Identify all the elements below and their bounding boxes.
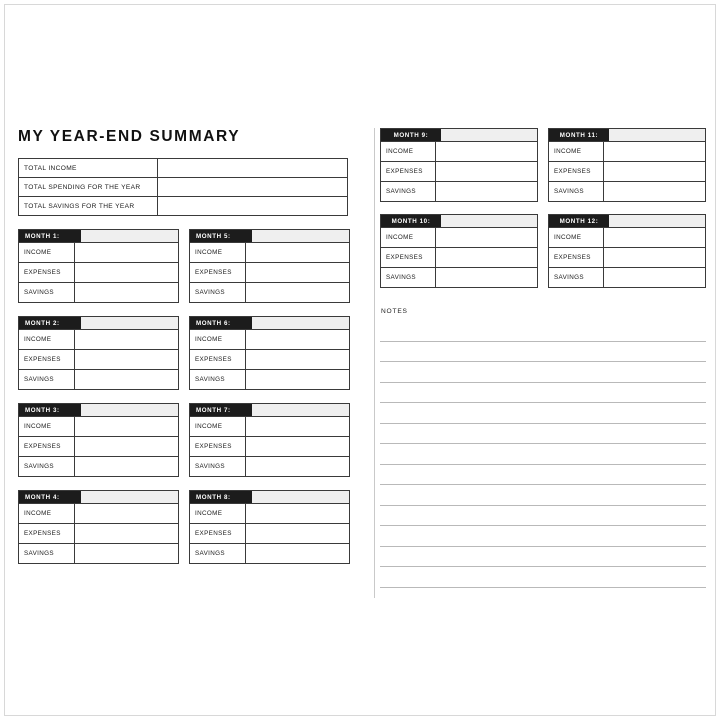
row-label-income: INCOME [381, 228, 436, 247]
month-card-header [19, 317, 178, 330]
month-card-title: MONTH 8: [190, 491, 252, 503]
month-card-header-fill [81, 491, 178, 503]
month-card-header [190, 404, 349, 417]
month-row-income [381, 228, 537, 248]
row-value-income[interactable] [75, 330, 178, 349]
row-value-income[interactable] [75, 504, 178, 523]
summary-value-total-income[interactable] [158, 159, 348, 178]
row-value-expenses[interactable] [604, 248, 705, 267]
row-value-savings[interactable] [246, 544, 349, 563]
month-card-title: MONTH 12: [549, 215, 609, 227]
month-card-header [190, 491, 349, 504]
row-label-income: INCOME [19, 417, 75, 436]
month-card [18, 490, 179, 564]
row-value-expenses[interactable] [246, 437, 349, 456]
month-card [18, 403, 179, 477]
row-value-expenses[interactable] [604, 162, 705, 181]
month-card-header-fill [609, 129, 705, 141]
month-row-savings [190, 283, 349, 302]
month-row-savings [190, 544, 349, 563]
row-label-expenses: EXPENSES [19, 350, 75, 369]
notes-line[interactable] [380, 362, 706, 383]
row-value-savings[interactable] [436, 268, 537, 287]
month-row-expenses [190, 263, 349, 283]
row-label-savings: SAVINGS [381, 182, 436, 201]
row-label-income: INCOME [190, 243, 246, 262]
month-card [18, 316, 179, 390]
row-label-income: INCOME [549, 142, 604, 161]
month-row-expenses [19, 263, 178, 283]
month-card-header [190, 317, 349, 330]
month-row-expenses [19, 524, 178, 544]
row-value-expenses[interactable] [246, 524, 349, 543]
month-card-header [381, 215, 537, 228]
notes-writing-area[interactable] [380, 321, 706, 588]
month-row-income [549, 142, 705, 162]
month-row-income [19, 330, 178, 350]
notes-line[interactable] [380, 342, 706, 363]
month-card-header-fill [252, 491, 349, 503]
month-row-income [549, 228, 705, 248]
month-card-header-fill [81, 317, 178, 329]
month-card [189, 229, 350, 303]
notes-line[interactable] [380, 547, 706, 568]
notes-line[interactable] [380, 424, 706, 445]
month-card [189, 403, 350, 477]
right-page [360, 128, 706, 598]
notes-line[interactable] [380, 506, 706, 527]
row-label-expenses: EXPENSES [19, 524, 75, 543]
summary-label-total-savings: TOTAL SAVINGS FOR THE YEAR [19, 197, 158, 216]
row-label-savings: SAVINGS [549, 182, 604, 201]
row-value-savings[interactable] [75, 544, 178, 563]
two-page-spread [14, 128, 706, 598]
month-row-expenses [381, 248, 537, 268]
notes-line[interactable] [380, 567, 706, 588]
month-card-header-fill [81, 230, 178, 242]
month-card [548, 128, 706, 202]
month-card-header [549, 129, 705, 142]
month-card-title: MONTH 10: [381, 215, 441, 227]
row-label-income: INCOME [19, 504, 75, 523]
row-label-income: INCOME [19, 330, 75, 349]
row-label-income: INCOME [190, 330, 246, 349]
month-card-header-fill [252, 404, 349, 416]
row-value-income[interactable] [604, 228, 705, 247]
row-label-expenses: EXPENSES [190, 524, 246, 543]
table-row [19, 197, 348, 216]
month-row-income [190, 330, 349, 350]
notes-line[interactable] [380, 403, 706, 424]
month-card-title: MONTH 6: [190, 317, 252, 329]
row-value-savings[interactable] [436, 182, 537, 201]
month-card [18, 229, 179, 303]
row-value-income[interactable] [604, 142, 705, 161]
row-value-income[interactable] [75, 243, 178, 262]
row-value-savings[interactable] [246, 283, 349, 302]
row-value-income[interactable] [436, 142, 537, 161]
notes-line[interactable] [380, 465, 706, 486]
row-value-income[interactable] [246, 243, 349, 262]
notes-line[interactable] [380, 526, 706, 547]
month-row-expenses [190, 524, 349, 544]
month-card-title: MONTH 4: [19, 491, 81, 503]
summary-rows [19, 159, 348, 216]
row-value-income[interactable] [246, 504, 349, 523]
month-row-savings [549, 268, 705, 287]
notes-line[interactable] [380, 485, 706, 506]
row-label-income: INCOME [381, 142, 436, 161]
row-label-savings: SAVINGS [190, 283, 246, 302]
month-card [380, 214, 538, 288]
row-value-savings[interactable] [246, 457, 349, 476]
month-row-income [190, 504, 349, 524]
row-label-expenses: EXPENSES [19, 263, 75, 282]
month-row-expenses [549, 248, 705, 268]
month-card-title: MONTH 11: [549, 129, 609, 141]
row-value-savings[interactable] [604, 268, 705, 287]
row-label-income: INCOME [190, 417, 246, 436]
row-label-income: INCOME [190, 504, 246, 523]
months-grid-left [18, 229, 350, 577]
row-value-expenses[interactable] [246, 350, 349, 369]
summary-label-total-income: TOTAL INCOME [19, 159, 158, 178]
year-end-summary-table [18, 158, 348, 216]
row-value-expenses[interactable] [436, 248, 537, 267]
month-row-expenses [19, 437, 178, 457]
month-card-title: MONTH 9: [381, 129, 441, 141]
month-row-savings [19, 544, 178, 563]
month-row-savings [190, 457, 349, 476]
month-row-income [19, 504, 178, 524]
month-card [189, 316, 350, 390]
month-card-title: MONTH 5: [190, 230, 252, 242]
month-row-income [190, 243, 349, 263]
month-card-header-fill [609, 215, 705, 227]
month-row-income [381, 142, 537, 162]
months-grid-right [380, 128, 706, 300]
notes-line[interactable] [380, 444, 706, 465]
row-label-expenses: EXPENSES [549, 248, 604, 267]
row-label-income: INCOME [19, 243, 75, 262]
row-value-expenses[interactable] [75, 263, 178, 282]
summary-value-total-spending[interactable] [158, 178, 348, 197]
row-label-expenses: EXPENSES [190, 263, 246, 282]
row-label-savings: SAVINGS [19, 370, 75, 389]
row-label-expenses: EXPENSES [381, 248, 436, 267]
row-label-expenses: EXPENSES [190, 350, 246, 369]
month-row-expenses [190, 437, 349, 457]
page-title: MY YEAR-END SUMMARY [18, 128, 241, 145]
month-row-savings [190, 370, 349, 389]
row-value-income[interactable] [246, 417, 349, 436]
row-label-savings: SAVINGS [549, 268, 604, 287]
table-row [19, 178, 348, 197]
row-value-savings[interactable] [75, 457, 178, 476]
notes-line[interactable] [380, 383, 706, 404]
month-card-header [549, 215, 705, 228]
notes-heading: NOTES [381, 308, 408, 315]
month-row-savings [381, 182, 537, 201]
month-card-header-fill [441, 215, 537, 227]
row-value-income[interactable] [246, 330, 349, 349]
month-card [380, 128, 538, 202]
month-row-income [19, 243, 178, 263]
row-value-income[interactable] [436, 228, 537, 247]
month-card [189, 490, 350, 564]
row-value-savings[interactable] [75, 283, 178, 302]
row-label-expenses: EXPENSES [190, 437, 246, 456]
row-value-expenses[interactable] [75, 437, 178, 456]
row-label-expenses: EXPENSES [381, 162, 436, 181]
month-row-savings [19, 283, 178, 302]
row-value-expenses[interactable] [75, 524, 178, 543]
month-card-title: MONTH 3: [19, 404, 81, 416]
summary-label-total-spending: TOTAL SPENDING FOR THE YEAR [19, 178, 158, 197]
row-label-savings: SAVINGS [19, 283, 75, 302]
row-label-savings: SAVINGS [19, 544, 75, 563]
row-label-savings: SAVINGS [190, 544, 246, 563]
month-card-header-fill [252, 317, 349, 329]
row-value-savings[interactable] [604, 182, 705, 201]
month-card-header-fill [441, 129, 537, 141]
row-label-savings: SAVINGS [19, 457, 75, 476]
month-row-savings [19, 370, 178, 389]
row-label-expenses: EXPENSES [549, 162, 604, 181]
row-value-savings[interactable] [75, 370, 178, 389]
month-row-savings [19, 457, 178, 476]
row-value-income[interactable] [75, 417, 178, 436]
month-row-expenses [19, 350, 178, 370]
month-card-title: MONTH 1: [19, 230, 81, 242]
month-row-expenses [549, 162, 705, 182]
row-label-savings: SAVINGS [190, 457, 246, 476]
left-page [14, 128, 360, 598]
notes-line[interactable] [380, 321, 706, 342]
month-row-savings [381, 268, 537, 287]
row-value-savings[interactable] [246, 370, 349, 389]
table-row [19, 159, 348, 178]
month-row-income [19, 417, 178, 437]
summary-value-total-savings[interactable] [158, 197, 348, 216]
row-label-income: INCOME [549, 228, 604, 247]
month-card-header-fill [81, 404, 178, 416]
month-row-savings [549, 182, 705, 201]
month-row-expenses [381, 162, 537, 182]
month-card [548, 214, 706, 288]
row-label-savings: SAVINGS [190, 370, 246, 389]
month-card-title: MONTH 2: [19, 317, 81, 329]
month-row-income [190, 417, 349, 437]
row-value-expenses[interactable] [75, 350, 178, 369]
month-card-header [190, 230, 349, 243]
row-label-expenses: EXPENSES [19, 437, 75, 456]
month-card-header-fill [252, 230, 349, 242]
month-card-header [19, 404, 178, 417]
month-card-title: MONTH 7: [190, 404, 252, 416]
month-card-header [381, 129, 537, 142]
month-card-header [19, 230, 178, 243]
row-value-expenses[interactable] [246, 263, 349, 282]
month-card-header [19, 491, 178, 504]
row-label-savings: SAVINGS [381, 268, 436, 287]
row-value-expenses[interactable] [436, 162, 537, 181]
month-row-expenses [190, 350, 349, 370]
